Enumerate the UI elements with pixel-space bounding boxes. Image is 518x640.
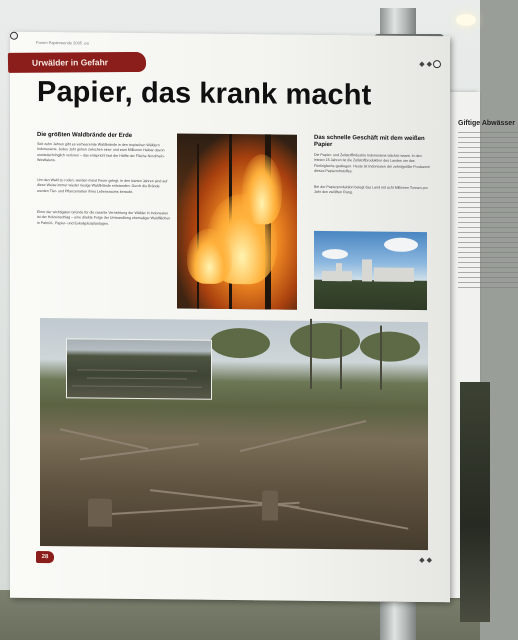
- banner-clip: [10, 32, 18, 40]
- adjacent-banner: [448, 92, 515, 598]
- page-title: Papier, das krank macht: [37, 75, 372, 112]
- exhibition-banner: [10, 32, 450, 603]
- forest-fire-photo: [177, 133, 297, 309]
- left-column-heading: Die größten Waldbrände der Erde: [37, 131, 133, 139]
- ceiling-light: [456, 14, 476, 26]
- page-number-badge: 28: [36, 551, 54, 563]
- adjacent-banner-text: [458, 132, 518, 292]
- header-meta: Forum Papierwende 2005 .ea: [36, 39, 89, 46]
- left-paragraph-2: Um den Wald zu roden, werden meist Feuer gelegt. In den letzten Jahren sind auf diese Weise immer wieder riesige Waldbrände entstanden. Durch die Brände werden Tier- und Pflanzenarten ihres Lebensraums beraubt.: [37, 177, 168, 194]
- decorative-icons-bottom: ◆◆: [419, 556, 434, 565]
- decorative-icons-top: ◆◆: [419, 60, 434, 69]
- pulp-mill-photo: [314, 231, 427, 310]
- adjacent-banner-title: Giftige Abwässer: [458, 120, 515, 127]
- category-label: Urwälder in Gefahr: [8, 52, 146, 73]
- clearcut-forest-photo: [40, 318, 428, 550]
- right-paragraph-1: Die Papier- und Zellstoffindustrie Indonesiens wächst rasant. In den letzten 15 Jahren ist die Zellstoffproduktion des Landes um das Fünfzigfache gestiegen. Heute ist Indonesien der zehntgrößte Produzent dieses Papierrohstoffes.: [314, 152, 430, 174]
- right-column-heading: Das schnelle Geschäft mit dem weißen Papier: [314, 134, 425, 149]
- adjacent-banner-photo: [460, 382, 490, 622]
- left-paragraph-1: Seit zehn Jahren gibt es verheerende Waldbrände in den tropischen Wäldern Indonesiens. Jedes Jahr gehen zwischen einer und zwei Millionen Hektar davon unwiederbringlich verloren – das entspricht fast der Hälfte der Fläche Nordrhein-Westfalens.: [37, 141, 165, 163]
- banner-clip: [433, 60, 441, 68]
- left-paragraph-3: Einer der wichtigsten Gründe für die rasante Vernichtung der Wälder in Indonesien ist der Holzeinschlag – eine direkte Folge der Umwandlung ehemaliger Waldflächen in Palmöl-, Papier- und Eukalyptusplantagen.: [37, 209, 171, 226]
- right-paragraph-2: Bei der Papierproduktion belegt das Land mit acht Millionen Tonnen pro Jahr den zwölften Rang.: [314, 184, 428, 195]
- inset-aerial-photo: [66, 338, 212, 400]
